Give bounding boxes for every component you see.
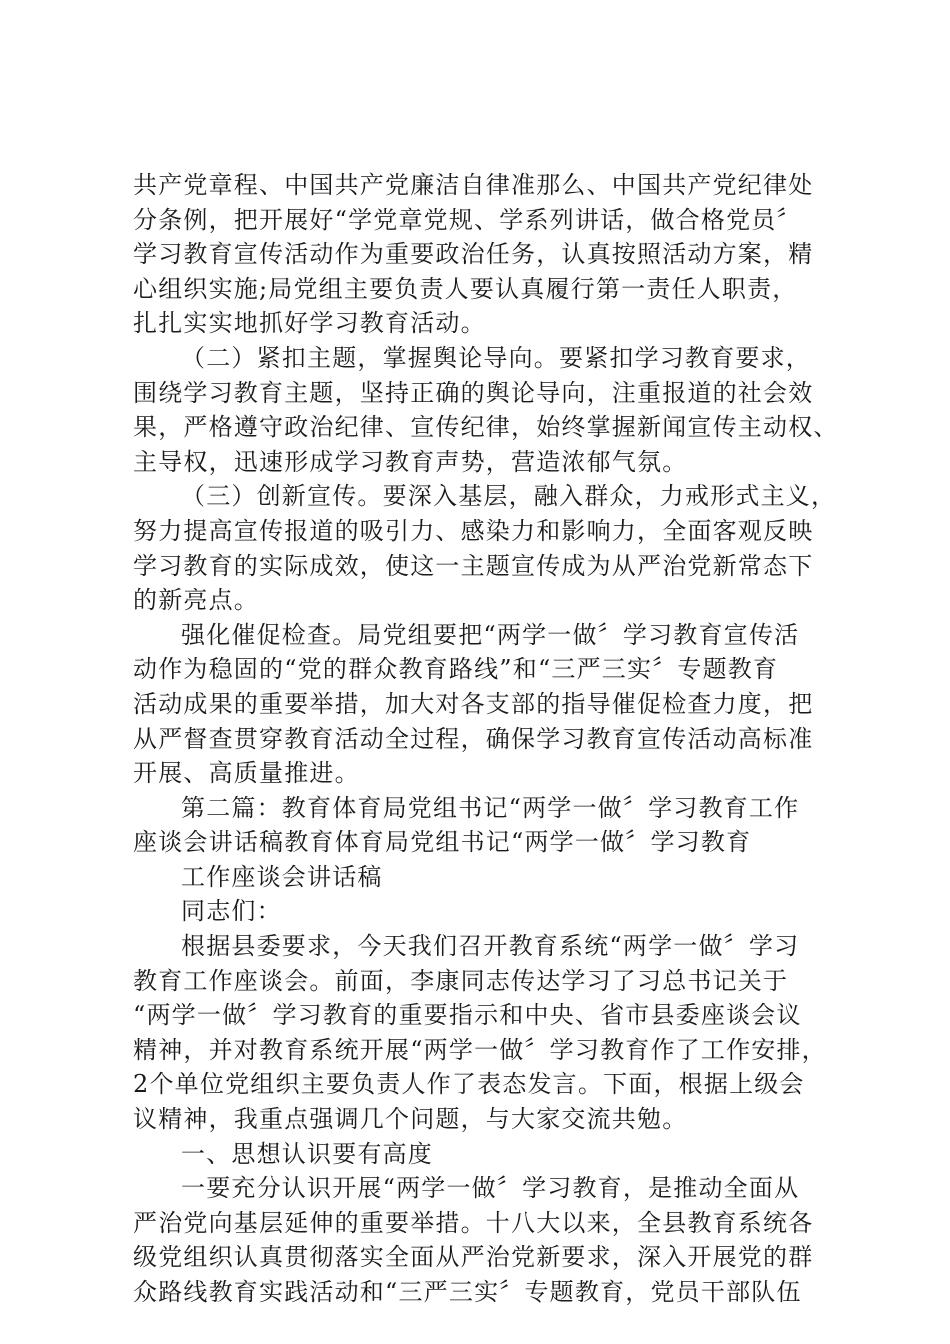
text-line: 开展、高质量推进。 (133, 759, 360, 788)
text-line: 学习教育的实际成效，使这一主题宣传成为从严治党新常态下 (133, 551, 814, 580)
text-line: 扎扎实实地抓好学习教育活动。 (133, 309, 486, 338)
text-line: 分条例，把开展好“学党章党规、学系列讲话，做合格党员〞 (133, 205, 802, 234)
text-line: （二）紧扣主题，掌握舆论导向。要紧扣学习教育要求， (181, 343, 811, 372)
text-line: 精神，并对教育系统开展“两学一做〞学习教育作了工作安排， (133, 1035, 827, 1064)
text-line: （三）创新宣传。要深入基层，融入群众，力戒形式主义， (181, 482, 837, 511)
text-line: 的新亮点。 (133, 586, 259, 615)
text-line: 努力提高宣传报道的吸引力、感染力和影响力，全面客观反映 (133, 516, 814, 545)
text-line: 共产党章程、中国共产党廉洁自律准那么、中国共产党纪律处 (133, 171, 814, 199)
text-line: 从严督查贯穿教育活动全过程，确保学习教育宣传活动高标准 (133, 724, 814, 753)
text-line: 围绕学习教育主题，坚持正确的舆论导向，注重报道的社会效 (133, 378, 814, 407)
text-line: 动作为稳固的“党的群众教育路线”和“三严三实〞专题教育 (133, 655, 779, 684)
text-line: 教育工作座谈会。前面，李康同志传达学习了习总书记关于 (133, 966, 789, 995)
text-line: 根据县委要求，今天我们召开教育系统“两学一做〞学习 (181, 932, 800, 961)
text-line: 级党组织认真贯彻落实全面从严治党新要求，深入开展党的群 (133, 1243, 814, 1272)
text-line: 果，严格遵守政治纪律、宣传纪律，始终掌握新闻宣传主动权、 (133, 413, 839, 442)
section-heading: 座谈会讲话稿教育体育局党组书记“两学一做〞学习教育 (133, 828, 752, 857)
text-line: 严治党向基层延伸的重要举措。十八大以来，全县教育系统各 (133, 1208, 814, 1237)
text-line: 心组织实施;局党组主要负责人要认真履行第一责任人职责， (133, 274, 798, 303)
section-heading: 第二篇：教育体育局党组书记“两学一做〞学习教育工作 (181, 793, 800, 822)
text-line: 议精神，我重点强调几个问题，与大家交流共勉。 (133, 1105, 688, 1134)
text-line: 活动成果的重要举措，加大对各支部的指导催促检查力度，把 (133, 689, 814, 718)
salutation: 同志们： (181, 897, 282, 926)
text-line: “两学一做〞学习教育的重要指示和中央、省市县委座谈会议 (133, 1001, 802, 1030)
text-line: 强化催促检查。局党组要把“两学一做〞学习教育宣传活 (181, 620, 800, 649)
document-body (133, 168, 839, 1310)
text-line: 众路线教育实践活动和“三严三实〞专题教育，党员干部队伍 (133, 1278, 802, 1306)
text-line: 一要充分认识开展“两学一做〞学习教育，是推动全面从 (181, 1174, 800, 1203)
section-heading: 工作座谈会讲话稿 (181, 862, 383, 891)
text-line: 学习教育宣传活动作为重要政治任务，认真按照活动方案，精 (133, 240, 814, 269)
subheading: 一、思想认识要有高度 (181, 1139, 433, 1168)
text-line: 2个单位党组织主要负责人作了表态发言。下面，根据上级会 (133, 1070, 805, 1099)
text-line: 主导权，迅速形成学习教育声势，营造浓郁气氛。 (133, 447, 688, 476)
